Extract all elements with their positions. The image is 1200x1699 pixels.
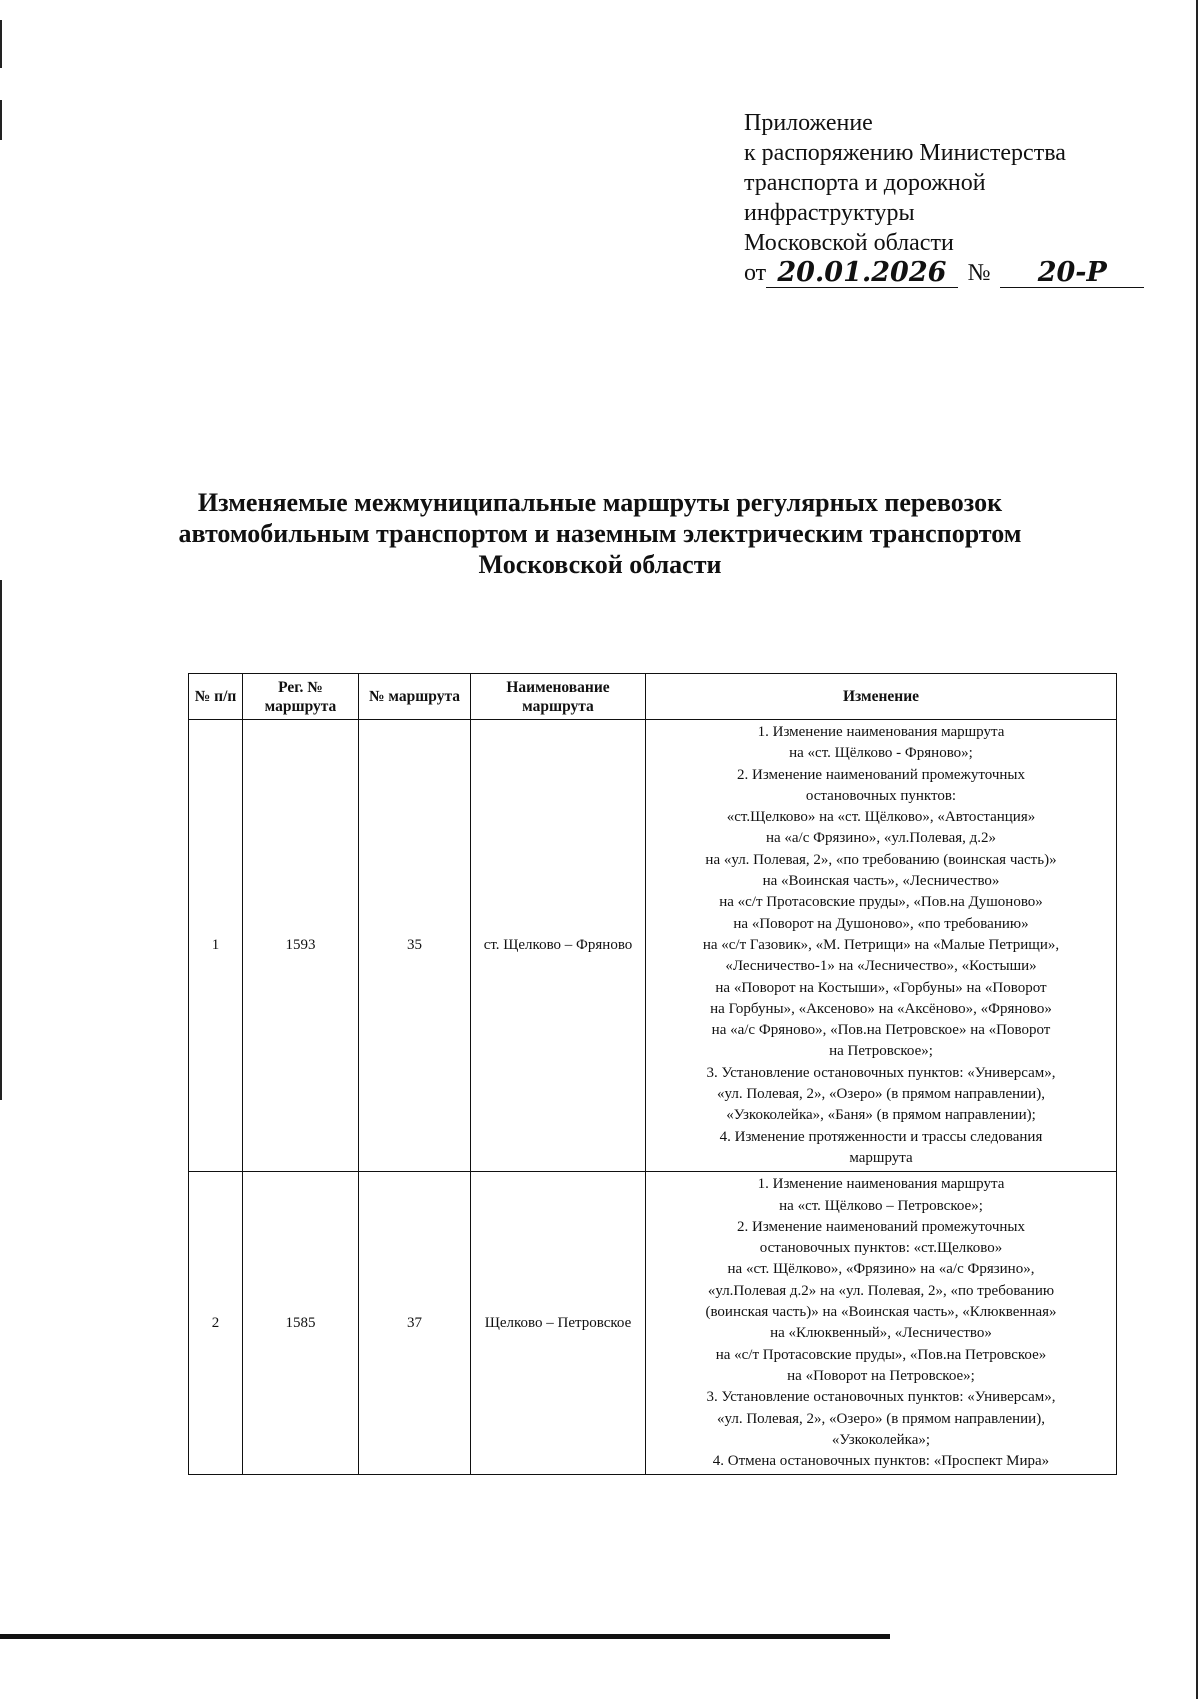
change-line: на «ул. Полевая, 2», «по требованию (воинская часть)» [705,851,1057,868]
cell-route-number: 35 [359,720,471,1172]
change-line: 2. Изменение наименований промежуточных [737,766,1025,783]
change-line: 4. Изменение протяженности и трассы следования [719,1128,1043,1145]
change-line: на «ст. Щёлково», «Фрязино» на «а/с Фрязино», [727,1261,1035,1278]
change-line: 4. Отмена остановочных пунктов: «Проспект Мира» [712,1453,1050,1470]
cell-num: 2 [189,1172,243,1475]
header-route-name: Наименование маршрута [471,674,646,720]
change-line: «Узкоколейка», «Баня» (в прямом направлении); [726,1107,1036,1124]
cell-change [646,1172,1117,1475]
cell-num: 1 [189,720,243,1172]
change-line: на «а/с Фряново», «Пов.на Петровское» на «Поворот [711,1022,1051,1039]
change-line: остановочных пунктов: [805,787,957,804]
appendix-line: Приложение [744,110,873,136]
change-line: на «Поворот на Костыши», «Горбуны» на «Поворот [715,979,1047,996]
change-line: на «с/т Протасовские пруды», «Пов.на Петровское» [715,1346,1047,1363]
change-line: «Лесничество-1» на «Лесничество», «Костыши» [725,958,1037,975]
header-change: Изменение [646,674,1117,720]
change-line: на «Поворот на Петровское»; [787,1367,975,1384]
change-line: остановочных пунктов: «ст.Щелково» [759,1240,1003,1257]
cell-route-number: 37 [359,1172,471,1475]
header-route-number: № маршрута [359,674,471,720]
header-reg-number: Рег. № маршрута [243,674,359,720]
cell-change [646,720,1117,1172]
routes-table [188,673,1117,1475]
change-line: на «Воинская часть», «Лесничество» [762,873,1000,890]
change-line: «ул.Полевая д.2» на «ул. Полевая, 2», «по требованию [707,1282,1055,1299]
cell-route-name: Щелково – Петровское [471,1172,646,1475]
cell-reg-number: 1585 [243,1172,359,1475]
change-line: на «Клюквенный», «Лесничество» [770,1325,992,1342]
table-row [189,1172,1117,1475]
change-line: маршрута [849,1149,913,1166]
appendix-line: Московской области [744,230,954,256]
cell-reg-number: 1593 [243,720,359,1172]
table-header-row [189,674,1117,720]
appendix-line: транспорта и дорожной [744,170,986,196]
change-line: 1. Изменение наименования маршрута [757,1176,1005,1193]
change-line: на «а/с Фрязино», «ул.Полевая, д.2» [765,830,997,847]
appendix-line: к распоряжению Министерства [744,140,1066,166]
scan-bottom-rule [0,1634,890,1639]
scan-edge-mark [0,580,2,1100]
header-num: № п/п [189,674,243,720]
change-line: на Горбуны», «Аксеново» на «Аксёново», «Фряново» [710,1000,1052,1017]
change-line: 3. Установление остановочных пунктов: «Универсам», [706,1064,1056,1081]
change-line: на «ст. Щёлково – Петровское»; [779,1197,983,1214]
number-sign: № [967,260,991,286]
change-line: на «с/т Протасовские пруды», «Пов.на Душоново» [719,894,1043,911]
change-line: «ул. Полевая, 2», «Озеро» (в прямом направлении), [717,1410,1045,1427]
scan-edge-mark [0,20,2,68]
change-line: 3. Установление остановочных пунктов: «Универсам», [706,1389,1056,1406]
change-line: (воинская часть)» на «Воинская часть», «Клюквенная» [705,1304,1057,1321]
date-prefix: от [744,260,767,286]
document-title: Изменяемые межмуниципальные маршруты регулярных перевозок автомобильным транспортом и наземным электрическим транспортом Московской области [178,488,1022,579]
change-line: 2. Изменение наименований промежуточных [737,1218,1025,1235]
change-line: на «Поворот на Душоново», «по требованию» [733,915,1029,932]
appendix-line: инфраструктуры [744,200,915,226]
table-row [189,720,1117,1172]
handwritten-date: 20.01.2026 [766,259,957,288]
change-line: на «ст. Щёлково - Фряново»; [789,745,973,762]
order-date-line [744,258,1144,288]
change-line: на Петровское»; [829,1043,933,1060]
change-line: на «с/т Газовик», «М. Петрищи» на «Малые Петрищи», [702,936,1060,953]
appendix-block [744,108,1144,288]
scan-edge-mark [0,100,2,140]
change-line: «ст.Щелково» на «ст. Щёлково», «Автостанция» [726,809,1036,826]
change-line: 1. Изменение наименования маршрута [757,724,1005,740]
handwritten-order-number: 20-Р [1000,259,1144,288]
scan-edge-mark [1196,0,1198,1699]
cell-route-name: ст. Щелково – Фряново [471,720,646,1172]
change-line: «Узкоколейка»; [831,1431,931,1448]
change-line: «ул. Полевая, 2», «Озеро» (в прямом направлении), [717,1086,1045,1103]
